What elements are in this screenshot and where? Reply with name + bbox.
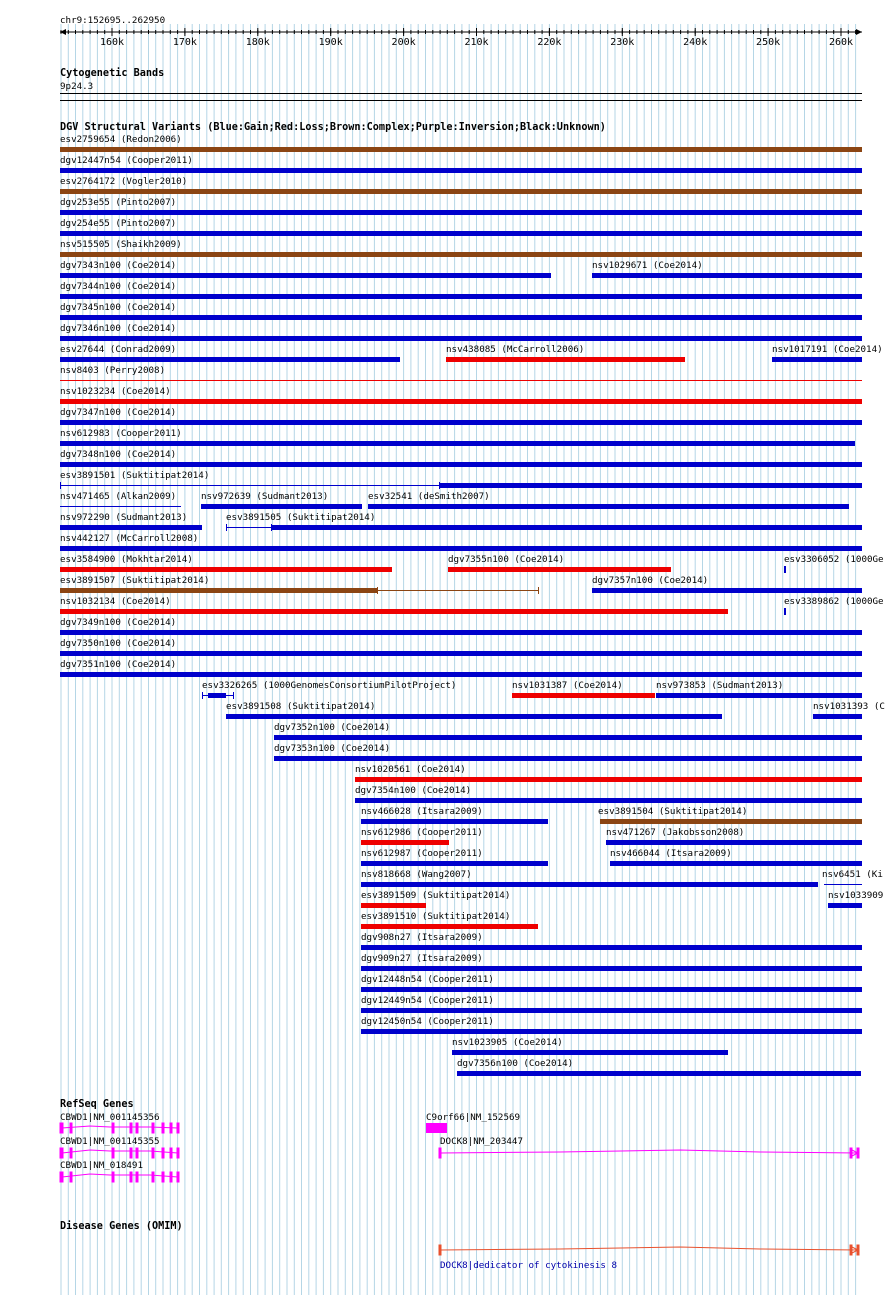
gene-label-cbwd1-nm_001145356: CBWD1|NM_001145356 xyxy=(60,1112,160,1123)
dgv-variant-label: dgv253e55 (Pinto2007) xyxy=(60,197,177,208)
gene-cbwd1-nm_001145356[interactable] xyxy=(60,1123,179,1133)
dgv-variant-label: esv27644 (Conrad2009) xyxy=(60,344,177,355)
dgv-variant-label: dgv7343n100 (Coe2014) xyxy=(60,260,177,271)
dgv-variant-label: nsv972290 (Sudmant2013) xyxy=(60,512,188,523)
ruler-tick-label: 170k xyxy=(172,37,197,48)
dgv-variant-bar[interactable] xyxy=(60,147,862,152)
dgv-variant-label: nsv8403 (Perry2008) xyxy=(60,365,166,376)
dgv-variant-connector-end xyxy=(233,692,234,699)
dgv-variant-connector xyxy=(377,590,538,591)
dgv-variant-label: dgv7357n100 (Coe2014) xyxy=(592,575,709,586)
dgv-variant-label: dgv7349n100 (Coe2014) xyxy=(60,617,177,628)
dgv-variant-bar[interactable] xyxy=(512,693,655,698)
dgv-variant-bar[interactable] xyxy=(60,651,862,656)
dgv-variant-bar[interactable] xyxy=(60,357,400,362)
ruler-tick-label: 160k xyxy=(99,37,125,48)
dgv-variant-bar[interactable] xyxy=(361,966,862,971)
dgv-variant-bar[interactable] xyxy=(60,441,855,446)
dgv-variant-bar[interactable] xyxy=(784,608,786,615)
dgv-variant-bar[interactable] xyxy=(201,504,362,509)
dgv-variant-bar[interactable] xyxy=(656,693,862,698)
dgv-variant-bar[interactable] xyxy=(60,630,862,635)
dgv-variant-bar[interactable] xyxy=(355,798,862,803)
dgv-variant-bar[interactable] xyxy=(60,231,862,236)
dgv-variant-bar[interactable] xyxy=(60,210,862,215)
omim-gene-glyph[interactable] xyxy=(0,1240,890,1260)
ruler-location: chr9:152695..262950 xyxy=(60,15,166,26)
dgv-variant-connector-end xyxy=(202,692,203,699)
dgv-variant-label: nsv515505 (Shaikh2009) xyxy=(60,239,182,250)
dgv-variant-bar[interactable] xyxy=(60,672,862,677)
gene-c9orf66[interactable] xyxy=(426,1123,447,1133)
dgv-variant-label: nsv612987 (Cooper2011) xyxy=(361,848,483,859)
dgv-variant-bar[interactable] xyxy=(60,506,181,507)
dgv-variant-label: nsv1017191 (Coe2014) xyxy=(772,344,883,355)
dgv-variant-label: dgv7355n100 (Coe2014) xyxy=(448,554,565,565)
dgv-variant-bar[interactable] xyxy=(361,945,862,950)
dgv-variant-label: dgv7352n100 (Coe2014) xyxy=(274,722,391,733)
dgv-variant-label: dgv908n27 (Itsara2009) xyxy=(361,932,483,943)
dgv-variant-label: nsv1029671 (Coe2014) xyxy=(592,260,703,271)
dgv-variant-label: nsv1031387 (Coe2014) xyxy=(512,680,623,691)
dgv-variant-bar[interactable] xyxy=(592,588,862,593)
dgv-variant-label: dgv7350n100 (Coe2014) xyxy=(60,638,177,649)
gene-dock8[interactable] xyxy=(439,1148,859,1158)
dgv-variant-bar[interactable] xyxy=(439,483,862,488)
dgv-variant-label: nsv438085 (McCarroll2006) xyxy=(446,344,585,355)
dgv-variant-connector-end xyxy=(60,482,61,489)
dgv-variant-label: nsv6451 (Ki xyxy=(822,869,883,880)
dgv-variant-bar[interactable] xyxy=(60,252,862,257)
ruler-tick-label: 260k xyxy=(828,37,854,48)
dgv-variant-label: nsv471267 (Jakobsson2008) xyxy=(606,827,745,838)
dgv-variant-label: dgv7354n100 (Coe2014) xyxy=(355,785,472,796)
dgv-variant-connector-end xyxy=(538,587,539,594)
dgv-variant-label: nsv1032134 (Coe2014) xyxy=(60,596,171,607)
ruler-tick-label: 220k xyxy=(537,37,562,48)
dgv-variant-bar[interactable] xyxy=(813,714,862,719)
dgv-variant-bar[interactable] xyxy=(828,903,862,908)
ruler-tick-label: 190k xyxy=(318,37,343,48)
omim-track-title: Disease Genes (OMIM) xyxy=(60,1221,183,1232)
gene-label-cbwd1-nm_001145355: CBWD1|NM_001145355 xyxy=(60,1136,160,1147)
cytoband-label: 9p24.3 xyxy=(60,81,94,92)
cytoband-band[interactable] xyxy=(60,93,862,94)
ruler-end-arrow xyxy=(856,29,862,35)
dgv-variant-bar[interactable] xyxy=(60,546,862,551)
dgv-variant-bar[interactable] xyxy=(208,693,226,698)
dgv-variant-bar[interactable] xyxy=(600,819,862,824)
dgv-variant-bar[interactable] xyxy=(271,525,862,530)
dgv-variant-label: dgv12447n54 (Cooper2011) xyxy=(60,155,193,166)
dgv-variant-label: nsv818668 (Wang2007) xyxy=(361,869,472,880)
dgv-variant-label: dgv7353n100 (Coe2014) xyxy=(274,743,391,754)
dgv-variant-bar[interactable] xyxy=(60,462,862,467)
cytoband-track-title: Cytogenetic Bands xyxy=(60,68,165,79)
dgv-variant-label: dgv909n27 (Itsara2009) xyxy=(361,953,483,964)
ruler-tick-label: 230k xyxy=(610,37,635,48)
dgv-variant-label: dgv12449n54 (Cooper2011) xyxy=(361,995,494,1006)
dgv-variant-label: dgv7351n100 (Coe2014) xyxy=(60,659,177,670)
refseq-gene-glyphs xyxy=(0,1118,890,1188)
dgv-variant-connector-end xyxy=(377,587,378,594)
dgv-variant-label: nsv471465 (Alkan2009) xyxy=(60,491,177,502)
dgv-variant-label: dgv7347n100 (Coe2014) xyxy=(60,407,177,418)
cytoband-band-border xyxy=(60,100,862,101)
dgv-variant-label: nsv466044 (Itsara2009) xyxy=(610,848,732,859)
dgv-variant-connector xyxy=(60,485,439,486)
dgv-variant-bar[interactable] xyxy=(361,924,538,929)
dgv-variant-bar[interactable] xyxy=(368,504,849,509)
ruler-tick-label: 180k xyxy=(245,37,270,48)
dgv-variant-label: nsv1031393 (C xyxy=(813,701,885,712)
dgv-variant-bar[interactable] xyxy=(274,735,862,740)
ruler-tick-label: 240k xyxy=(683,37,708,48)
dgv-variant-bar[interactable] xyxy=(60,336,862,341)
dgv-variant-bar[interactable] xyxy=(361,840,449,845)
dgv-variant-label: nsv442127 (McCarroll2008) xyxy=(60,533,199,544)
dgv-variant-bar[interactable] xyxy=(60,420,862,425)
dgv-variant-label: nsv1023234 (Coe2014) xyxy=(60,386,171,397)
dgv-variant-bar[interactable] xyxy=(60,399,862,404)
dgv-variant-connector-end xyxy=(226,524,227,531)
dgv-variant-bar[interactable] xyxy=(60,380,862,381)
dgv-variant-bar[interactable] xyxy=(446,357,685,362)
dgv-variant-bar[interactable] xyxy=(592,273,862,278)
dgv-variant-connector xyxy=(226,527,271,528)
dgv-variant-bar[interactable] xyxy=(274,756,862,761)
dgv-variant-bar[interactable] xyxy=(824,884,862,885)
dgv-variant-bar[interactable] xyxy=(60,168,862,173)
dgv-variant-label: dgv7346n100 (Coe2014) xyxy=(60,323,177,334)
dgv-variant-label: esv32541 (deSmith2007) xyxy=(368,491,490,502)
dgv-variant-bar[interactable] xyxy=(60,189,862,194)
dgv-variant-bar[interactable] xyxy=(361,903,426,908)
dgv-variant-bar[interactable] xyxy=(772,357,862,362)
ruler-tick-label: 250k xyxy=(756,37,781,48)
dgv-variant-label: esv2764172 (Vogler2010) xyxy=(60,176,188,187)
dgv-variant-label: nsv1023905 (Coe2014) xyxy=(452,1037,563,1048)
dgv-variant-label: esv3891501 (Suktitipat2014) xyxy=(60,470,210,481)
gene-cbwd1-nm_001145355[interactable] xyxy=(60,1148,179,1158)
dgv-variant-bar[interactable] xyxy=(457,1071,861,1076)
omim-gene-label: DOCK8|dedicator of cytokinesis 8 xyxy=(440,1260,618,1271)
coordinate-ruler xyxy=(0,24,890,48)
ruler-tick-label: 200k xyxy=(391,37,416,48)
dgv-variant-bar[interactable] xyxy=(60,588,377,593)
dgv-variant-bar[interactable] xyxy=(60,315,862,320)
dgv-variant-bar[interactable] xyxy=(60,273,551,278)
dgv-variant-bar[interactable] xyxy=(361,861,548,866)
dgv-variant-label: dgv12448n54 (Cooper2011) xyxy=(361,974,494,985)
dgv-variant-label: nsv972639 (Sudmant2013) xyxy=(201,491,329,502)
dgv-variant-label: nsv612986 (Cooper2011) xyxy=(361,827,483,838)
dgv-variant-bar[interactable] xyxy=(361,1008,862,1013)
dgv-variant-bar[interactable] xyxy=(610,861,862,866)
dgv-variant-label: nsv1033909 xyxy=(828,890,884,901)
dgv-variant-bar[interactable] xyxy=(60,525,202,530)
dgv-variant-bar[interactable] xyxy=(606,840,862,845)
dgv-variant-bar[interactable] xyxy=(448,567,671,572)
dgv-variant-label: dgv7345n100 (Coe2014) xyxy=(60,302,177,313)
gene-cbwd1-nm_018491[interactable] xyxy=(60,1172,179,1182)
dgv-variant-label: esv3389862 (1000Ge xyxy=(784,596,884,607)
dgv-variant-label: esv3891510 (Suktitipat2014) xyxy=(361,911,511,922)
dgv-variant-label: esv3891507 (Suktitipat2014) xyxy=(60,575,210,586)
dgv-variant-label: dgv7356n100 (Coe2014) xyxy=(457,1058,574,1069)
dgv-variant-bar[interactable] xyxy=(361,819,548,824)
dgv-variant-bar[interactable] xyxy=(452,1050,728,1055)
dgv-variant-label: esv3584900 (Mokhtar2014) xyxy=(60,554,193,565)
ruler-tick-label: 210k xyxy=(464,37,489,48)
dgv-variant-label: dgv12450n54 (Cooper2011) xyxy=(361,1016,494,1027)
gene-label-c9orf66: C9orf66|NM_152569 xyxy=(426,1112,521,1123)
dgv-variant-label: esv3891508 (Suktitipat2014) xyxy=(226,701,376,712)
dgv-variant-bar[interactable] xyxy=(361,1029,862,1034)
dgv-variant-bar[interactable] xyxy=(361,882,818,887)
dgv-variant-bar[interactable] xyxy=(226,714,722,719)
dgv-variant-label: dgv7348n100 (Coe2014) xyxy=(60,449,177,460)
dgv-track-title: DGV Structural Variants (Blue:Gain;Red:Loss;Brown:Complex;Purple:Inversion;Black:Unknown) xyxy=(60,122,606,133)
dgv-variant-label: nsv612983 (Cooper2011) xyxy=(60,428,182,439)
dgv-variant-label: esv3891509 (Suktitipat2014) xyxy=(361,890,511,901)
dgv-variant-label: nsv1020561 (Coe2014) xyxy=(355,764,466,775)
dgv-variant-label: dgv254e55 (Pinto2007) xyxy=(60,218,177,229)
dgv-variant-label: nsv973853 (Sudmant2013) xyxy=(656,680,784,691)
dgv-variant-label: esv3891505 (Suktitipat2014) xyxy=(226,512,376,523)
dgv-variant-bar[interactable] xyxy=(60,294,862,299)
gene-label-dock8: DOCK8|NM_203447 xyxy=(440,1136,523,1147)
dgv-variant-label: esv3326265 (1000GenomesConsortiumPilotProject) xyxy=(202,680,457,691)
dgv-variant-label: esv3891504 (Suktitipat2014) xyxy=(598,806,748,817)
gene-label-cbwd1-nm_018491: CBWD1|NM_018491 xyxy=(60,1160,143,1171)
dgv-variant-label: nsv466028 (Itsara2009) xyxy=(361,806,483,817)
dgv-variant-bar[interactable] xyxy=(784,566,786,573)
dgv-variant-bar[interactable] xyxy=(361,987,862,992)
dgv-variant-bar[interactable] xyxy=(355,777,862,782)
dgv-variant-bar[interactable] xyxy=(60,567,392,572)
dgv-variant-bar[interactable] xyxy=(60,609,728,614)
dgv-variant-label: esv2759654 (Redon2006) xyxy=(60,134,182,145)
refseq-track-title: RefSeq Genes xyxy=(60,1099,134,1110)
dgv-variant-label: esv3306052 (1000Ge xyxy=(784,554,884,565)
dgv-variant-label: dgv7344n100 (Coe2014) xyxy=(60,281,177,292)
